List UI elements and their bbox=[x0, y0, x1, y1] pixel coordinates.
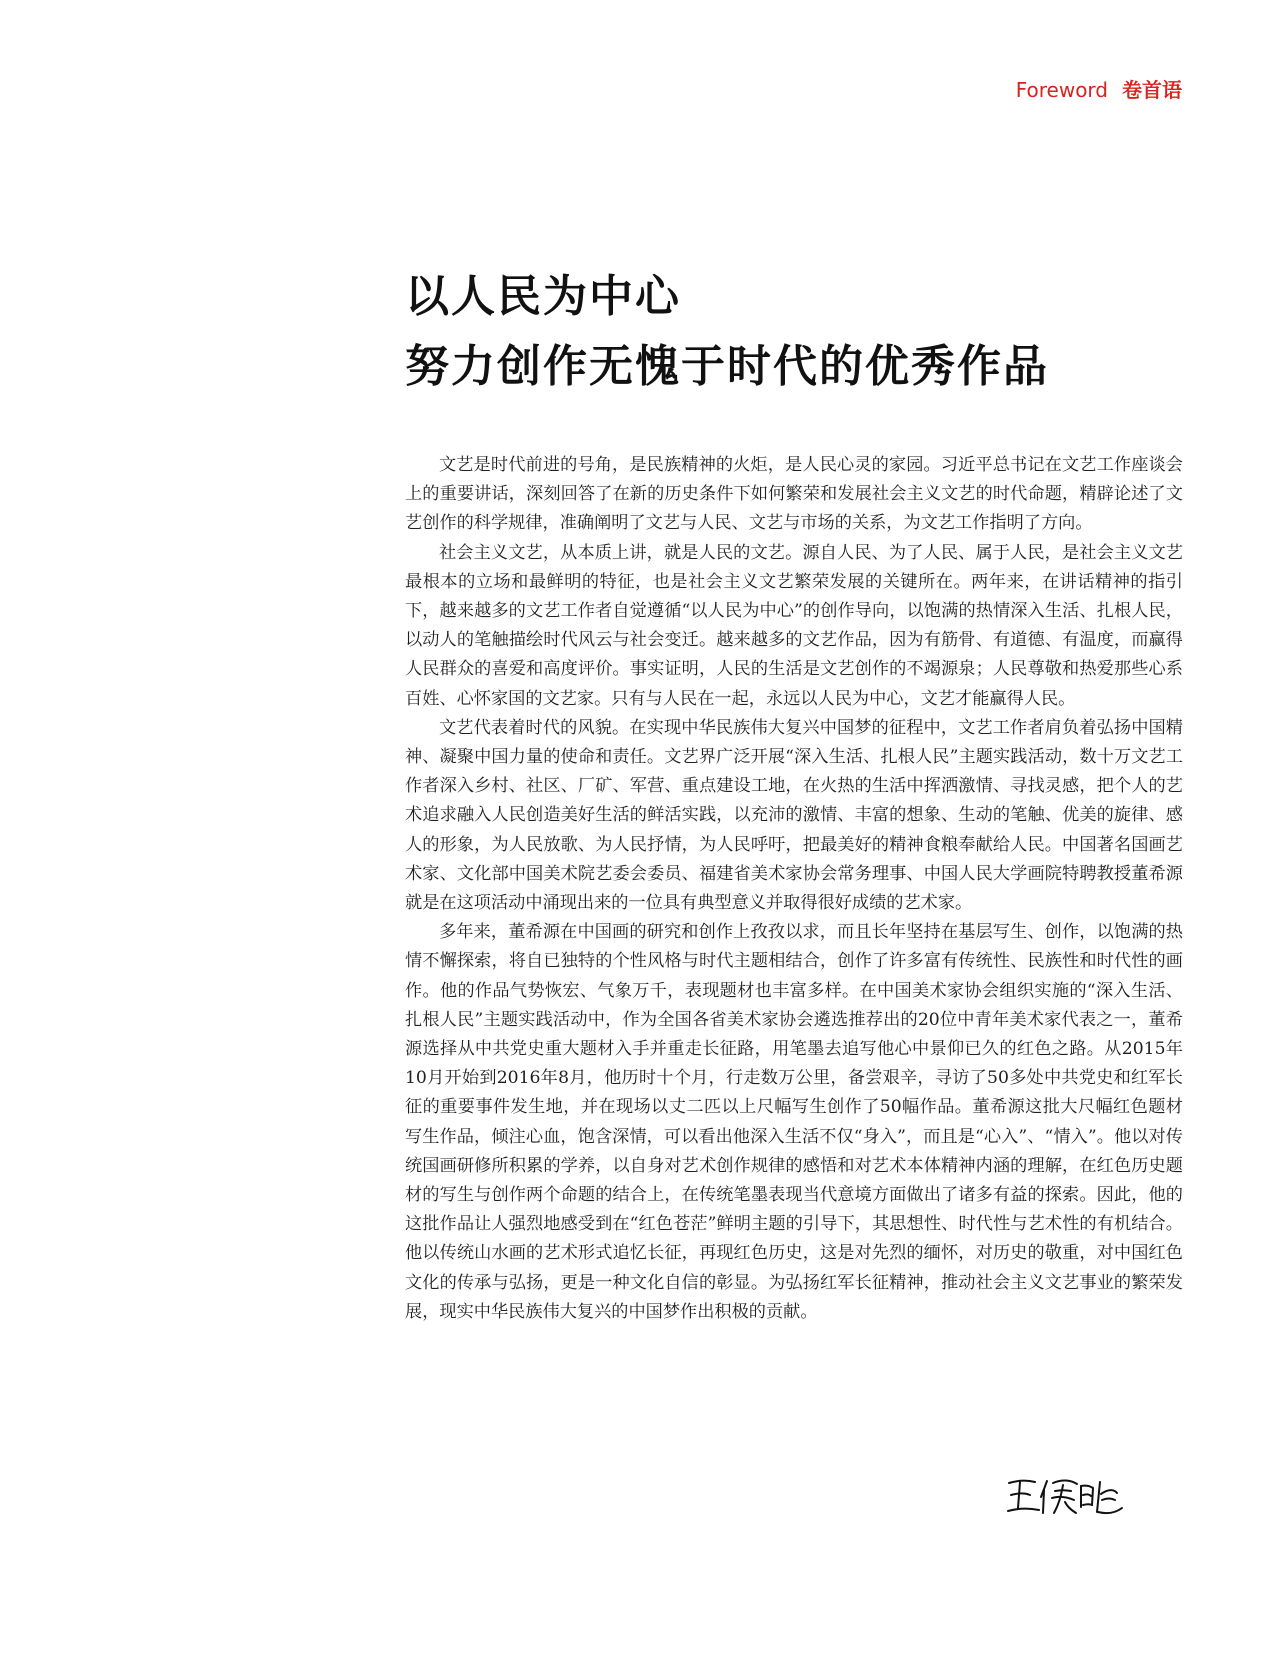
paragraph-3: 文艺代表着时代的风貌。在实现中华民族伟大复兴中国梦的征程中，文艺工作者肩负着弘扬中国精神、凝聚中国力量的使命和责任。文艺界广泛开展“深入生活、扎根人民”主题实践活动，数十万文艺工作者深入乡村、社区、厂矿、军营、重点建设工地，在火热的生活中挥洒激情、寻找灵感，把个人的艺术追求融入人民创造美好生活的鲜活实践，以充沛的激情、丰富的想象、生动的笔触、优美的旋律、感人的形象，为人民放歌、为人民抒情，为人民呼吁，把最美好的精神食粮奉献给人民。中国著名国画艺术家、文化部中国美术院艺委会委员、福建省美术家协会常务理事、中国人民大学画院特聘教授董希源就是在这项活动中涌现出来的一位具有典型意义并取得很好成绩的艺术家。 bbox=[405, 717, 1183, 914]
paragraph-1: 文艺是时代前进的号角，是民族精神的火炬，是人民心灵的家园。习近平总书记在文艺工作座谈会上的重要讲话，深刻回答了在新的历史条件下如何繁荣和发展社会主义文艺的时代命题，精辟论述了文艺创作的科学规律，准确阐明了文艺与人民、文艺与市场的关系，为文艺工作指明了方向。 bbox=[405, 455, 1183, 534]
article-body bbox=[405, 451, 1183, 1327]
paragraph-2: 社会主义文艺，从本质上讲，就是人民的文艺。源自人民、为了人民、属于人民，是社会主义文艺最根本的立场和最鲜明的特征，也是社会主义文艺繁荣发展的关键所在。两年来，在讲话精神的指引下，越来越多的文艺工作者自觉遵循“以人民为中心”的创作导向，以饱满的热情深入生活、扎根人民，以动人的笔触描绘时代风云与社会变迁。越来越多的文艺作品，因为有筋骨、有道德、有温度，而赢得人民群众的喜爱和高度评价。事实证明，人民的生活是文艺创作的不竭源泉；人民尊敬和热爱那些心系百姓、心怀家国的文艺家。只有与人民在一起，永远以人民为中心，文艺才能赢得人民。 bbox=[405, 542, 1183, 709]
paragraph-4: 多年来，董希源在中国画的研究和创作上孜孜以求，而且长年坚持在基层写生、创作，以饱满的热情不懈探索，将自已独特的个性风格与时代主题相结合，创作了许多富有传统性、民族性和时代性的画作。他的作品气势恢宏、气象万千，表现题材也丰富多样。在中国美术家协会组织实施的“深入生活、扎根人民”主题实践活动中，作为全国各省美术家协会遴选推荐出的20位中青年美术家代表之一，董希源选择从中共党史重大题材入手并重走长征路，用笔墨去追写他心中景仰已久的红色之路。从2015年10月开始到2016年8月，他历时十个月，行走数万公里，备尝艰辛，寻访了50多处中共党史和红军长征的重要事件发生地，并在现场以丈二匹以上尺幅写生创作了50幅作品。董希源这批大尺幅红色题材写生作品，倾注心血，饱含深情，可以看出他深入生活不仅“身入”，而且是“心入”、“情入”。他以对传统国画研修所积累的学养，以自身对艺术创作规律的感悟和对艺术本体精神内涵的理解，在红色历史题材的写生与创作两个命题的结合上，在传统笔墨表现当代意境方面做出了诸多有益的探索。因此，他的这批作品让人强烈地感受到在“红色苍茫”鲜明主题的引导下，其思想性、时代性与艺术性的有机结合。他以传统山水画的艺术形式追忆长征，再现红色历史，这是对先烈的缅怀，对历史的敬重，对中国红色文化的传承与弘扬，更是一种文化自信的彰显。为弘扬红军长征精神，推动社会主义文艺事业的繁荣发展，现实中华民族伟大复兴的中国梦作出积极的贡献。 bbox=[405, 922, 1183, 1322]
title-line-2: 努力创作无愧于时代的优秀作品 bbox=[405, 341, 1049, 392]
article-title bbox=[405, 262, 1205, 402]
section-label-en: Foreword bbox=[1015, 78, 1108, 102]
handwritten-signature bbox=[1005, 1473, 1125, 1517]
section-header bbox=[1016, 74, 1182, 103]
section-label-zh: 卷首语 bbox=[1122, 78, 1182, 102]
title-line-1: 以人民为中心 bbox=[405, 271, 681, 322]
